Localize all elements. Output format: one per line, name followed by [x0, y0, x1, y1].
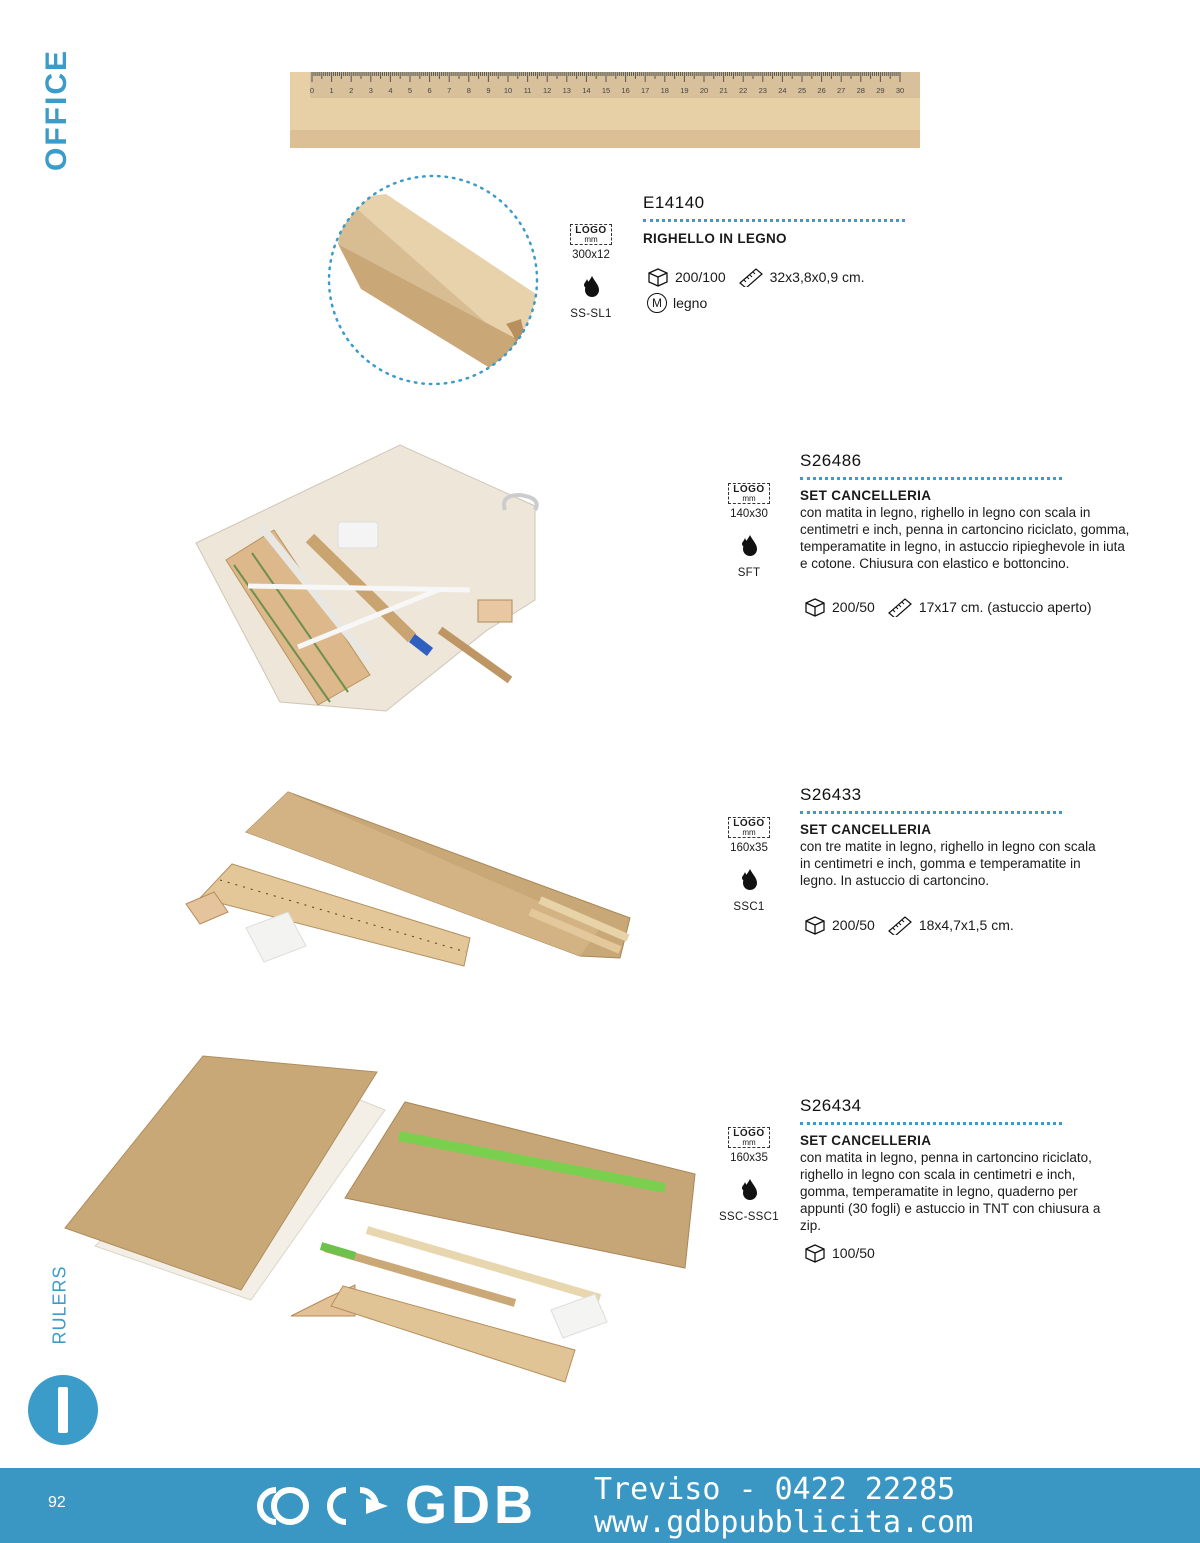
packaging-value: 200/100	[675, 269, 726, 285]
stationery-notebook-zip-set-image	[55, 1050, 705, 1385]
ruler-number: 5	[407, 86, 413, 95]
ruler-number: 26	[817, 86, 826, 95]
product-code: S26434	[800, 1096, 862, 1115]
ruler-number: 8	[466, 86, 471, 95]
stationery-roll-case-image	[190, 440, 590, 720]
print-info-e14140	[561, 224, 621, 320]
ruler-number: 17	[641, 86, 650, 95]
packaging-value: 100/50	[832, 1245, 875, 1261]
ruler-number: 29	[876, 86, 885, 95]
ruler-number: 21	[719, 86, 728, 95]
ruler-number: 28	[856, 86, 865, 95]
box-icon	[647, 267, 669, 287]
stationery-kraft-box-set-image	[180, 788, 640, 978]
ruler-icon	[887, 597, 913, 617]
product-title: SET CANCELLERIA	[800, 488, 932, 503]
print-technique: SS-SL1	[570, 308, 612, 320]
packaging-value: 200/50	[832, 599, 875, 615]
ruler-number: 25	[797, 86, 807, 95]
phone-line: Treviso - 0422 22285	[594, 1472, 956, 1507]
box-icon	[804, 915, 826, 935]
ruler-number: 1	[329, 86, 334, 95]
ruler-number: 12	[543, 86, 552, 95]
ruler-icon	[738, 267, 764, 287]
ruler-category-icon	[28, 1375, 98, 1445]
website[interactable]: www.gdbpubblicita.com	[594, 1505, 974, 1540]
gdb-chain-logo-icon	[246, 1480, 396, 1532]
product-title: RIGHELLO IN LEGNO	[643, 231, 787, 246]
ruler-number: 19	[680, 86, 689, 95]
ruler-number: 18	[660, 86, 669, 95]
dotted-divider	[643, 219, 905, 222]
category-title-rulers: RULERS	[49, 1265, 70, 1345]
logo-size-icon: LOGO mm	[570, 224, 611, 245]
footer-bar	[0, 1468, 1200, 1543]
ink-drop-icon	[581, 275, 601, 297]
print-area: 300x12	[572, 249, 610, 261]
size-value: 18x4,7x1,5 cm.	[918, 917, 1014, 933]
print-area: 140x30	[730, 508, 768, 520]
ruler-number: 4	[388, 86, 393, 95]
ruler-number: 3	[368, 86, 373, 95]
ruler-number: 23	[758, 86, 767, 95]
print-area: 160x35	[730, 842, 768, 854]
material-value: legno	[673, 295, 708, 311]
product-description: con tre matite in legno, righello in legno con scala in centimetri e inch, gomma e temperamatite in legno. In astuccio di cartoncino.	[800, 839, 1096, 888]
logo-size-icon: LOGO mm	[728, 483, 769, 504]
contact-block	[594, 1473, 973, 1539]
ruler-number: 27	[837, 86, 846, 95]
ruler-number: 11	[523, 86, 532, 95]
print-technique: SSC-SSC1	[719, 1211, 779, 1223]
ink-drop-icon	[739, 534, 759, 556]
section-title-office: OFFICE	[40, 49, 73, 171]
print-technique: SSC1	[733, 901, 765, 913]
ruler-number: 10	[503, 86, 513, 95]
ruler-number: 6	[427, 86, 432, 95]
box-icon	[804, 1243, 826, 1263]
box-icon	[804, 597, 826, 617]
product-code: E14140	[643, 193, 705, 212]
dotted-divider	[800, 811, 1062, 814]
specs-row	[647, 267, 865, 287]
ruler-icon	[887, 915, 913, 935]
print-info-s26434	[719, 1127, 779, 1223]
product-title: SET CANCELLERIA	[800, 822, 932, 837]
specs-row	[804, 915, 1014, 935]
page-number: 92	[48, 1494, 66, 1511]
print-info-s26433	[719, 817, 779, 913]
ruler-number: 2	[349, 86, 354, 95]
print-technique: SFT	[737, 567, 761, 579]
logo-size-icon: LOGO mm	[728, 1127, 769, 1148]
ruler-number: 24	[778, 86, 787, 95]
size-value: 32x3,8x0,9 cm.	[769, 269, 865, 285]
wooden-ruler-image	[290, 72, 920, 148]
ruler-number: 20	[699, 86, 709, 95]
brand-name: GDB	[405, 1475, 537, 1535]
size-value: 17x17 cm. (astuccio aperto)	[918, 599, 1092, 615]
product-description: con matita in legno, penna in cartoncino riciclato, righello in legno con scala in centimetri e inch, gomma, temperamatite in legno, quaderno per appunti (30 fogli) e astuccio in TNT con chiusura a zip.	[800, 1150, 1101, 1233]
dotted-divider	[800, 1122, 1062, 1125]
ruler-number: 22	[739, 86, 748, 95]
print-area: 160x35	[730, 1152, 768, 1164]
material-m-icon: M	[647, 293, 667, 313]
ruler-number: 13	[562, 86, 571, 95]
ruler-number: 16	[621, 86, 630, 95]
ruler-number: 7	[447, 86, 452, 95]
specs-row	[804, 1243, 875, 1263]
ruler-number: 15	[601, 86, 611, 95]
ink-drop-icon	[739, 868, 759, 890]
specs-row	[804, 597, 1092, 617]
material-row	[647, 293, 707, 313]
ruler-number: 9	[486, 86, 491, 95]
product-title: SET CANCELLERIA	[800, 1133, 932, 1148]
ruler-number: 0	[309, 86, 315, 95]
product-code: S26433	[800, 785, 862, 804]
ruler-detail-zoom-image	[326, 174, 540, 386]
dotted-divider	[800, 477, 1062, 480]
product-code: S26486	[800, 451, 862, 470]
packaging-value: 200/50	[832, 917, 875, 933]
ruler-number: 14	[582, 86, 591, 95]
ruler-number: 30	[895, 86, 905, 95]
logo-size-icon: LOGO mm	[728, 817, 769, 838]
product-description: con matita in legno, righello in legno con scala in centimetri e inch, penna in cartoncino riciclato, gomma, temperamatite in legno, in astuccio ripieghevole in iuta e cotone. Chiusura con elastico e bottoncino.	[800, 505, 1130, 571]
print-info-s26486	[719, 483, 779, 579]
ink-drop-icon	[739, 1178, 759, 1200]
